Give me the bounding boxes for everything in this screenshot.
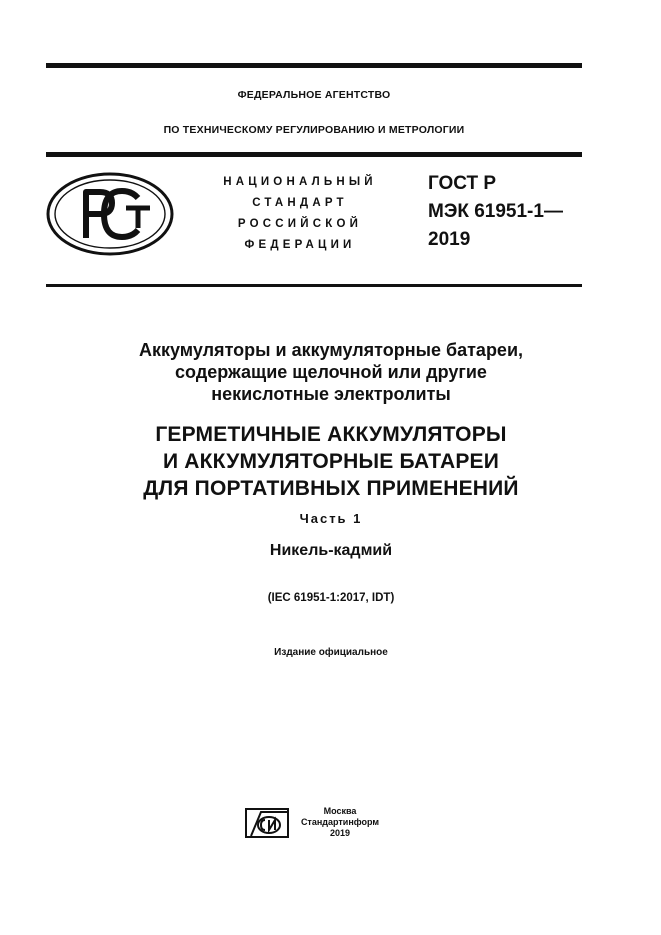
standard-designation (428, 170, 563, 254)
general-title-line: Аккумуляторы и аккумуляторные батареи, (138, 340, 524, 360)
national-standard-line: СТАНДАРТ (252, 197, 348, 209)
designation-line-1: ГОСТ Р (428, 173, 497, 194)
main-title-line: ДЛЯ ПОРТАТИВНЫХ ПРИМЕНЕНИЙ (143, 477, 519, 500)
header-rule (46, 152, 582, 157)
designation-line-3: 2019 (428, 229, 471, 250)
top-rule (46, 63, 582, 68)
part-subtitle: Никель-кадмий (269, 542, 393, 559)
main-title-line: И АККУМУЛЯТОРНЫЕ БАТАРЕИ (162, 450, 500, 473)
agency-line-2: ПО ТЕХНИЧЕСКОМУ РЕГУЛИРОВАНИЮ И МЕТРОЛОГИИ (163, 124, 465, 136)
title-rule (46, 284, 582, 287)
national-standard-line: ФЕДЕРАЦИИ (244, 239, 356, 251)
part-number: Часть 1 (299, 511, 363, 526)
publisher-name: Стандартинформ (300, 817, 380, 827)
general-title (46, 339, 616, 405)
publisher-year: 2019 (329, 828, 351, 838)
rst-certification-mark-icon (46, 172, 174, 256)
designation-line-2: МЭК 61951-1— (428, 201, 563, 222)
general-title-line: содержащие щелочной или другие (175, 362, 487, 382)
agency-line-1: ФЕДЕРАЛЬНОЕ АГЕНТСТВО (237, 89, 391, 101)
national-standard-label (200, 172, 400, 256)
standartinform-logo-icon (245, 808, 289, 838)
edition-label: Издание официальное (274, 647, 388, 658)
national-standard-line: РОССИЙСКОЙ (237, 218, 363, 230)
publisher-imprint (297, 806, 383, 839)
main-title (46, 421, 616, 502)
main-title-line: ГЕРМЕТИЧНЫЕ АККУМУЛЯТОРЫ (155, 423, 507, 446)
iec-reference: (IEC 61951-1:2017, IDT) (267, 592, 395, 604)
publisher-city: Москва (323, 806, 357, 816)
general-title-line: некислотные электролиты (211, 384, 451, 404)
national-standard-line: НАЦИОНАЛЬНЫЙ (223, 176, 377, 188)
